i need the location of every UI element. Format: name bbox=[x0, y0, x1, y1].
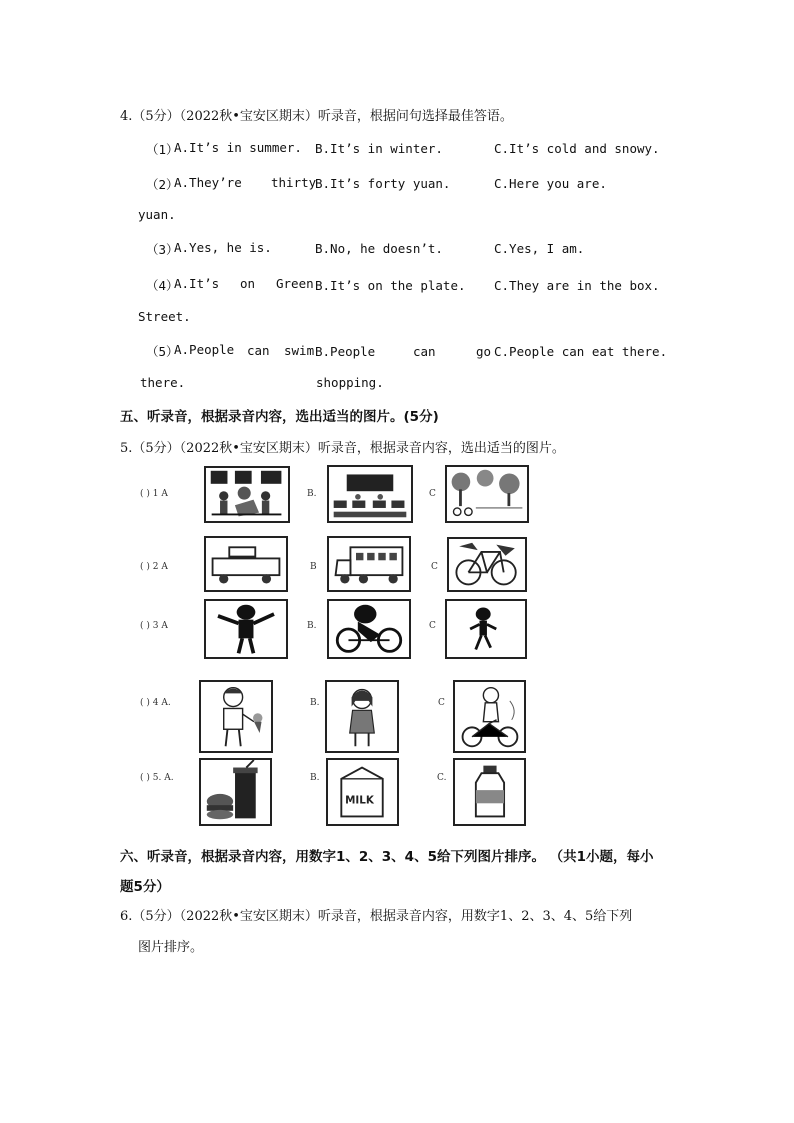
q4-item3-num: （3） bbox=[146, 242, 179, 257]
q4-item2-option-a-part1: A.They’re bbox=[174, 175, 242, 190]
row5-label-b: B. bbox=[310, 773, 320, 783]
row4-label-b: B. bbox=[310, 698, 320, 708]
boy-with-ice-cream-icon bbox=[201, 682, 271, 751]
row4-picture-a[interactable] bbox=[199, 680, 273, 753]
q4-item5-option-b-part1: B.People bbox=[315, 344, 376, 359]
person-running-icon bbox=[447, 601, 525, 657]
q4-item5-num: （5） bbox=[146, 344, 179, 359]
truck-icon bbox=[329, 538, 409, 590]
row4-label-c: C bbox=[438, 698, 445, 708]
person-waving-icon bbox=[206, 601, 286, 657]
row3-label: ( ) 3 A bbox=[140, 621, 168, 631]
row3-picture-b[interactable] bbox=[327, 599, 411, 659]
row4-label: ( ) 4 A. bbox=[140, 698, 171, 708]
q4-item1-option-a: A.It’s in summer. bbox=[174, 140, 302, 155]
q4-item5-option-b-part4: shopping. bbox=[316, 375, 384, 390]
row5-picture-a[interactable] bbox=[199, 758, 272, 826]
row1-label: ( ) 1 A bbox=[140, 489, 168, 499]
q4-item2-option-c: C.Here you are. bbox=[494, 176, 607, 191]
section-6-title-line1: 六、听录音，根据录音内容，用数字1、2、3、4、5给下列图片排序。 （共1小题，每小 bbox=[120, 849, 654, 865]
row2-picture-c[interactable] bbox=[447, 537, 527, 592]
q4-item5-option-a-part1: A.People bbox=[174, 342, 235, 357]
row3-picture-a[interactable] bbox=[204, 599, 288, 659]
q4-item5-option-a-part3: swim bbox=[284, 343, 315, 358]
milk-carton-text: MILK bbox=[345, 794, 374, 807]
bicycle-icon bbox=[449, 539, 525, 590]
row1-label-c: C bbox=[429, 489, 436, 499]
row2-picture-a[interactable] bbox=[204, 536, 288, 592]
boy-riding-bike-icon bbox=[455, 682, 524, 751]
row1-picture-b[interactable] bbox=[327, 465, 413, 523]
question-4-header: 4.（5分）（2022秋•宝安区期末）听录音，根据问句选择最佳答语。 bbox=[120, 109, 513, 124]
question-6-header-line1: 6.（5分）（2022秋•宝安区期末）听录音，根据录音内容，用数字1、2、3、4、5给下列 bbox=[120, 909, 633, 924]
park-scene-icon bbox=[447, 467, 527, 521]
q4-item4-option-a-part1: A.It’s bbox=[174, 276, 220, 291]
row3-label-b: B. bbox=[307, 621, 317, 631]
q4-item2-option-a-part2: thirty bbox=[271, 175, 317, 190]
question-5-header: 5.（5分）（2022秋•宝安区期末）听录音，根据录音内容，选出适当的图片。 bbox=[120, 441, 565, 456]
q4-item1-option-c: C.It’s cold and snowy. bbox=[494, 141, 660, 156]
row5-picture-c[interactable] bbox=[453, 758, 526, 826]
hamburger-and-drink-icon bbox=[201, 760, 270, 824]
girl-icon bbox=[327, 682, 397, 751]
row1-label-b: B. bbox=[307, 489, 317, 499]
row1-picture-a[interactable] bbox=[204, 466, 290, 523]
q4-item1-option-b: B.It’s in winter. bbox=[315, 141, 443, 156]
dancing-party-scene-icon bbox=[206, 468, 288, 521]
q4-item4-option-c: C.They are in the box. bbox=[494, 278, 660, 293]
q4-item2-num: （2） bbox=[146, 177, 179, 192]
q4-item5-option-b-part3: go bbox=[476, 344, 492, 359]
bus-icon bbox=[206, 538, 286, 590]
section-6-title-line2: 题5分） bbox=[120, 879, 170, 895]
q4-item4-option-a-part2: on bbox=[240, 276, 256, 291]
row3-label-c: C bbox=[429, 621, 436, 631]
milk-carton-icon bbox=[328, 760, 397, 824]
section-5-title: 五、听录音，根据录音内容，选出适当的图片。(5分) bbox=[120, 409, 439, 425]
row2-label-c: C bbox=[431, 562, 438, 572]
row1-picture-c[interactable] bbox=[445, 465, 529, 523]
q4-item2-option-a-part3: yuan. bbox=[138, 207, 176, 222]
classroom-icon bbox=[329, 467, 411, 521]
row5-picture-b[interactable] bbox=[326, 758, 399, 826]
q4-item5-option-a-part2: can bbox=[247, 343, 270, 358]
q4-item4-num: （4） bbox=[146, 278, 179, 293]
row3-picture-c[interactable] bbox=[445, 599, 527, 659]
q4-item3-option-c: C.Yes, I am. bbox=[494, 241, 585, 256]
q4-item5-option-a-part4: there. bbox=[140, 375, 186, 390]
q4-item4-option-a-part4: Street. bbox=[138, 309, 191, 324]
row2-picture-b[interactable] bbox=[327, 536, 411, 592]
cyclist-silhouette-icon bbox=[329, 601, 409, 657]
q4-item2-option-b: B.It’s forty yuan. bbox=[315, 176, 451, 191]
row2-label: ( ) 2 A bbox=[140, 562, 168, 572]
row5-label-c: C. bbox=[437, 773, 447, 783]
q4-item3-option-a: A.Yes, he is. bbox=[174, 240, 272, 255]
row2-label-b: B bbox=[310, 562, 317, 572]
q4-item5-option-b-part2: can bbox=[413, 344, 436, 359]
q4-item4-option-a-part3: Green bbox=[276, 276, 314, 291]
q4-item1-num: （1） bbox=[146, 142, 179, 157]
question-6-header-line2: 图片排序。 bbox=[138, 940, 204, 955]
row4-picture-c[interactable] bbox=[453, 680, 526, 753]
q4-item4-option-b: B.It’s on the plate. bbox=[315, 278, 466, 293]
water-bottle-icon bbox=[455, 760, 524, 824]
q4-item3-option-b: B.No, he doesn’t. bbox=[315, 241, 443, 256]
row4-picture-b[interactable] bbox=[325, 680, 399, 753]
row5-label: ( ) 5. A. bbox=[140, 773, 174, 783]
q4-item5-option-c: C.People can eat there. bbox=[494, 344, 668, 359]
